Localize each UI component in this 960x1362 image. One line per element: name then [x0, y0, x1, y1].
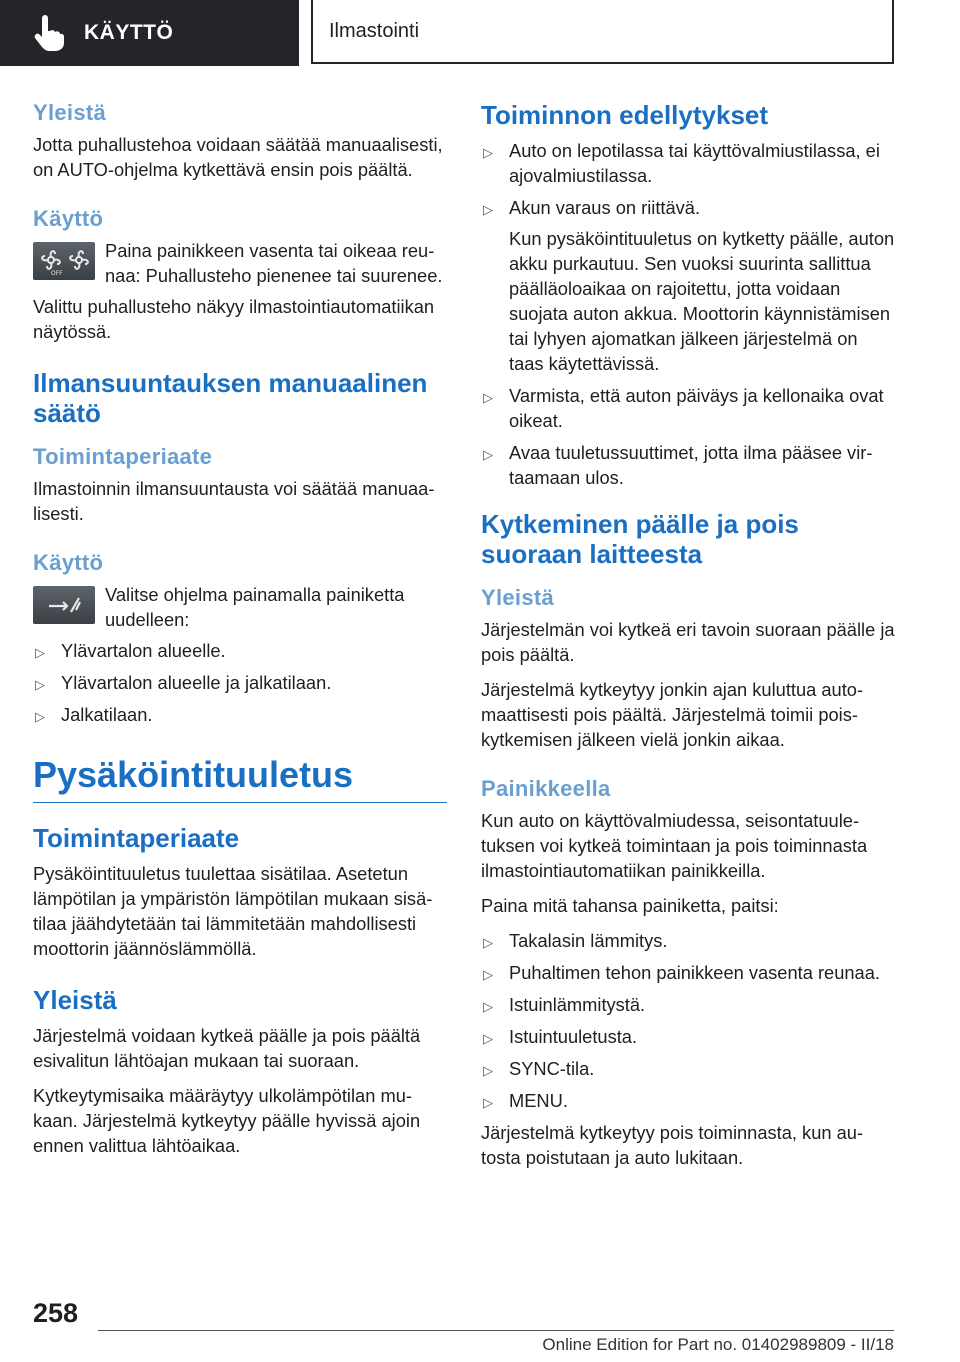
paragraph: Jotta puhallustehoa voidaan säätää manuaalisesti, on AUTO-ohjelma kytkettävä ensin pois päältä. — [33, 134, 443, 180]
list-item: ▷ Akun varaus on riittävä. Kun pysäköintituuletus on kytketty päälle, auton akku purkautuu. Sen vuoksi suurinta sallittua päälläoloaikaa on rajoitettu, jotta voidaan suojata auton akkua. Moottorin käynnistämisen tai lyhyen ajomatkan jälkeen järjestelmä on taas käytettävissä. — [483, 197, 895, 374]
triangle-right-icon: ▷ — [35, 645, 45, 660]
list-item: ▷ Istuintuuletusta. — [481, 1024, 895, 1049]
fan-off-button-icon — [33, 242, 95, 280]
triangle-right-icon: ▷ — [483, 1063, 493, 1078]
list-item: ▷ Auto on lepotilassa tai käyttövalmiustilassa, ei ajovalmiustilassa. — [483, 140, 880, 186]
heading-general: Yleistä — [33, 100, 107, 125]
prerequisites-list — [481, 138, 895, 490]
triangle-right-icon: ▷ — [483, 145, 493, 160]
triangle-right-icon: ▷ — [483, 935, 493, 950]
left-column — [33, 100, 447, 1168]
button-instruction — [33, 582, 447, 632]
heading-principle: Toimintaperiaate — [33, 823, 240, 853]
list-item: ▷ Ylävartalon alueelle. — [33, 638, 447, 663]
paragraph: Valittu puhallusteho näkyy ilmastointiautomatiikan näytössä. — [33, 296, 435, 342]
page-number: 258 — [33, 1298, 79, 1328]
footer-rule — [98, 1330, 894, 1331]
list-item: ▷ Istuinlämmitystä. — [481, 992, 895, 1017]
paragraph: Pysäköintituuletus tuulettaa sisätilaa. Asetetun lämpötilan ja ympäristön lämpötilan mukaan sisätilaa jäähdytetään tai lämmitetään mahdollisesti moottorin jäännöslämmöllä. — [33, 863, 433, 959]
list-item: ▷ Ylävartalon alueelle ja jalkatilaan. — [33, 670, 447, 695]
airflow-options-list — [33, 638, 447, 727]
heading-parking-ventilation: Pysäköintituuletus — [33, 754, 354, 795]
list-item: ▷ Jalkatilaan. — [33, 702, 447, 727]
chapter-title: Ilmastointi — [329, 19, 420, 42]
page-header — [0, 0, 960, 66]
instruction-text: Paina painikkeen vasenta tai oikeaa reunaa: Puhallusteho pienenee tai suurenee. — [105, 240, 443, 286]
list-item: ▷ Puhaltimen tehon painikkeen vasenta reunaa. — [481, 960, 895, 985]
paragraph: Ilmastoinnin ilmansuuntausta voi säätää manuaalisesti. — [33, 478, 435, 524]
list-item: ▷ Avaa tuuletussuuttimet, jotta ilma pääsee virtaamaan ulos. — [483, 442, 873, 488]
list-item: ▷ Takalasin lämmitys. — [481, 928, 895, 953]
triangle-right-icon: ▷ — [483, 999, 493, 1014]
triangle-right-icon: ▷ — [35, 677, 45, 692]
paragraph: Järjestelmä voidaan kytkeä päälle ja pois päältä esivalitun lähtöajan mukaan tai suoraan. — [33, 1025, 421, 1071]
right-column — [481, 100, 895, 1180]
heading-operation: Käyttö — [33, 550, 104, 575]
heading-general: Yleistä — [33, 985, 117, 1015]
triangle-right-icon: ▷ — [35, 709, 45, 724]
list-item: ▷ SYNC-tila. — [481, 1056, 895, 1081]
air-distribution-button-icon — [33, 586, 95, 624]
list-item: ▷ MENU. — [481, 1088, 895, 1113]
heading-operation: Käyttö — [33, 206, 104, 231]
heading-with-button: Painikkeella — [481, 776, 611, 801]
heading-general: Yleistä — [481, 585, 555, 610]
paragraph: Paina mitä tahansa painiketta, paitsi: — [481, 895, 779, 916]
triangle-right-icon: ▷ — [483, 1031, 493, 1046]
button-instruction — [33, 238, 447, 288]
instruction-text: Valitse ohjelma painamalla painiketta uudelleen: — [105, 584, 405, 630]
svg-text:OFF: OFF — [51, 270, 63, 276]
triangle-right-icon: ▷ — [483, 390, 493, 405]
heading-rule — [33, 802, 447, 803]
edition-note: Online Edition for Part no. 01402989809 - II/18 — [542, 1335, 894, 1354]
triangle-right-icon: ▷ — [483, 967, 493, 982]
chapter-box — [311, 0, 894, 64]
section-tab — [0, 0, 299, 66]
list-item-note: Kun pysäköintituuletus on kytketty päälle, auton akku purkautuu. Sen vuoksi suurinta sallittua päälläoloaikaa on rajoitettu, jotta voidaan suojata auton akkua. Moottorin käynnistämisen tai lyhyen ajomatkan jälkeen järjestelmä on taas käytettävissä. — [509, 228, 895, 374]
paragraph: Kun auto on käyttövalmiudessa, seisontatuuletuksen voi kytkeä toimintaan ja pois toiminnasta ilmastointiautomatiikan painikkeilla. — [481, 810, 868, 881]
paragraph: Järjestelmä kytkeytyy pois toiminnasta, kun autosta poistutaan ja auto lukitaan. — [481, 1122, 864, 1168]
triangle-right-icon: ▷ — [483, 1095, 493, 1110]
heading-prerequisites: Toiminnon edellytykset — [481, 100, 769, 130]
hand-pointer-icon — [30, 13, 70, 53]
paragraph: Järjestelmän voi kytkeä eri tavoin suoraan päälle ja pois päältä. — [481, 619, 895, 665]
heading-principle: Toimintaperiaate — [33, 444, 213, 469]
triangle-right-icon: ▷ — [483, 447, 493, 462]
section-title: KÄYTTÖ — [84, 21, 174, 44]
list-item: ▷ Varmista, että auton päiväys ja kellonaika ovat oikeat. — [483, 385, 884, 431]
paragraph: Järjestelmä kytkeytyy jonkin ajan kuluttua automaattisesti pois päältä. Järjestelmä toimii poiskytkemisen jälkeen vielä jonkin aikaa. — [481, 679, 864, 750]
heading-manual-airflow: Ilmansuuntauksen manuaalinen säätö — [33, 368, 428, 428]
paragraph: Kytkeytymisaika määräytyy ulkolämpötilan mukaan. Järjestelmä kytkeytyy päälle hyvissä ajoin ennen valittua lähtöaikaa. — [33, 1085, 421, 1156]
heading-switch-on-off: Kytkeminen päälle ja pois suoraan laitteesta — [481, 509, 799, 569]
exception-list — [481, 928, 895, 1113]
triangle-right-icon: ▷ — [483, 202, 493, 217]
